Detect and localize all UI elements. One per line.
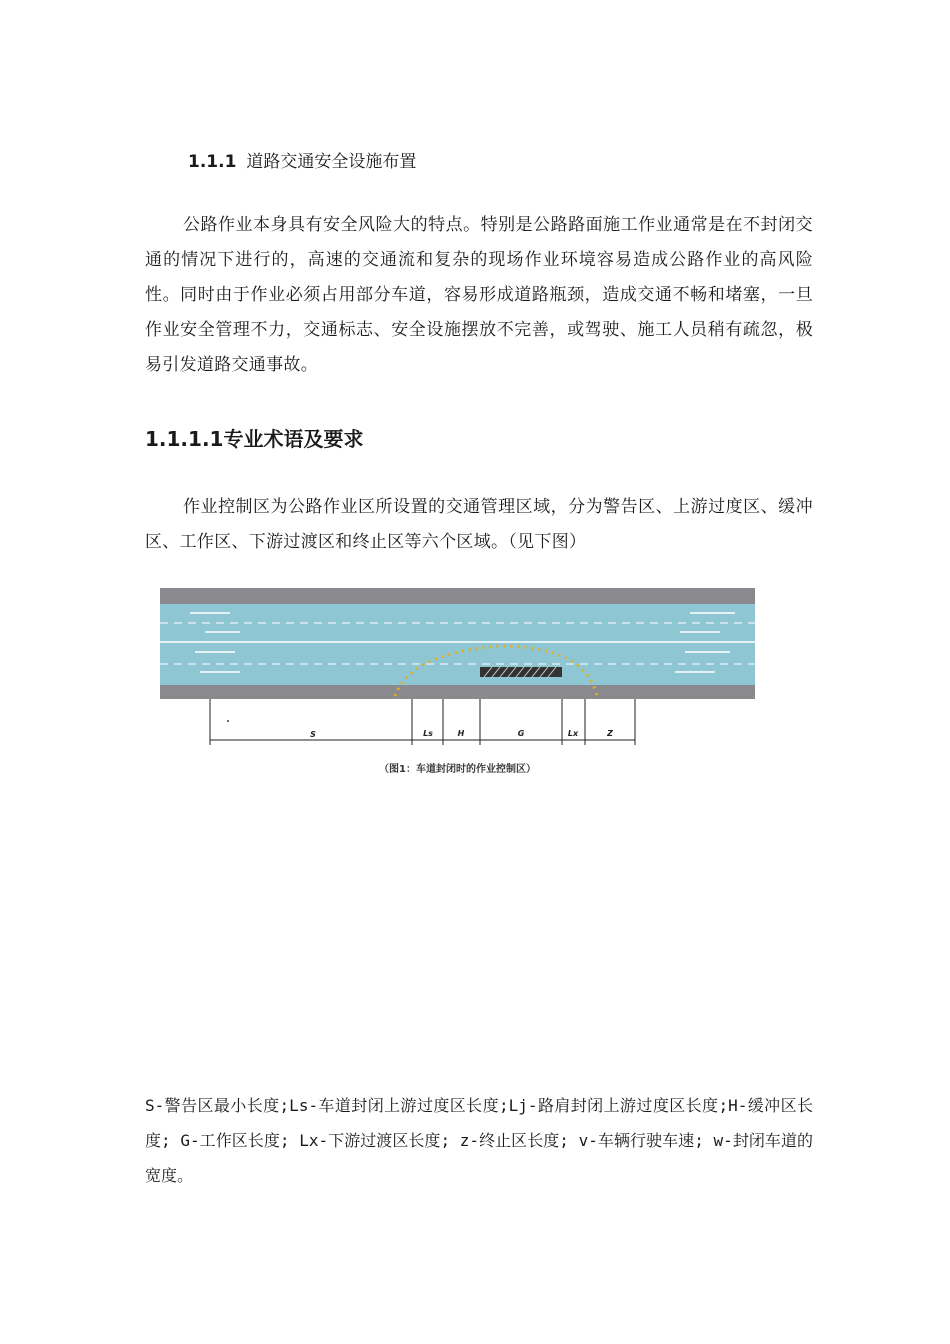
- dim-label-s: S: [310, 730, 316, 739]
- figure-caption: （图1：车道封闭时的作业控制区）: [379, 764, 536, 775]
- dim-label-lx: Lx: [567, 729, 579, 738]
- section-heading: [188, 147, 416, 172]
- dim-label-z: Z: [607, 729, 613, 738]
- dim-label-h: H: [457, 729, 465, 738]
- top-shoulder: [160, 588, 755, 604]
- marker-dot: [227, 720, 229, 722]
- section-title: 道路交通安全设施布置: [246, 152, 417, 172]
- dimension-ticks: [210, 699, 635, 745]
- road-surface: [160, 604, 755, 685]
- section-number: 1.1.1: [188, 152, 237, 172]
- dim-label-ls: Ls: [423, 729, 433, 738]
- subsection-heading: 1.1.1.1专业术语及要求: [145, 427, 364, 451]
- zone-paragraph: 作业控制区为公路作业区所设置的交通管理区域，分为警告区、上游过度区、缓冲区、工作区、下游过渡区和终止区等六个区域。（见下图）: [145, 497, 813, 552]
- dim-label-g: G: [517, 729, 525, 738]
- work-zone-diagram: [160, 588, 755, 788]
- bottom-shoulder: [160, 685, 755, 699]
- definitions-paragraph: S-警告区最小长度;Ls-车道封闭上游过度区长度;Lj-路肩封闭上游过度区长度;H-缓冲区长度; G-工作区长度; Lx-下游过渡区长度; z-终止区长度; v-车辆行驶车速; w-封闭车道的宽度。: [145, 1096, 813, 1185]
- intro-paragraph: 公路作业本身具有安全风险大的特点。特别是公路路面施工作业通常是在不封闭交通的情况下进行的，高速的交通流和复杂的现场作业环境容易造成公路作业的高风险性。同时由于作业必须占用部分车道，容易形成道路瓶颈，造成交通不畅和堵塞，一旦作业安全管理不力，交通标志、安全设施摆放不完善，或驾驶、施工人员稍有疏忽，极易引发道路交通事故。: [145, 215, 813, 375]
